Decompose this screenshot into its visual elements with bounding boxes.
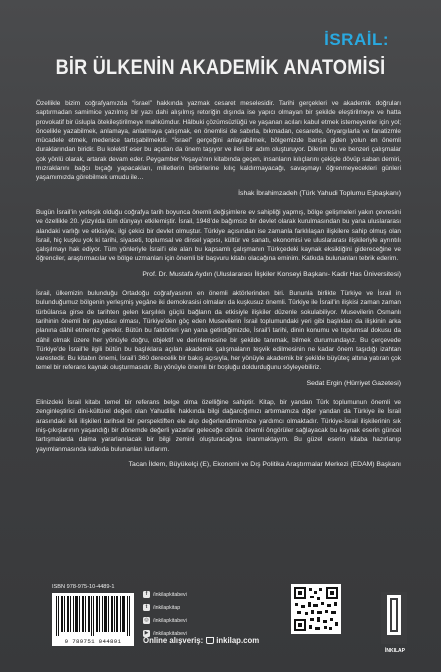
social-link[interactable] [143,601,187,614]
social-handle: /inkilapkitabevi [153,591,187,598]
social-handle: /inkilapkitabevi [153,617,187,624]
blurb-text: Özellikle bizim coğrafyamızda “İsrael” hakkında yazmak cesaret meselesidir. Tarihi gerçekleri ve akademik doğruları saptırmadan samimice yazılmış bir yazı dahi alışılmış retoriğin dışında ise yapıcı olmayan bir şekilde eleştirilmeye ve hatta provokatif bir üslupla ötekileştirilmeye mahkûmdur. Hâlbuki çözümsüzlüğü ve yaşanan acıları kabul etmek istemeyenler için yol; öncelikle yazabilmek, anlamaya, anlatmaya çalışmak, en önemlisi de sabırla, bıkmadan, cesaretle, önyargılarla ve fanatizmle mücadele etmek, medenice tartışabilmektir. “İsrael” gerçeğini anlayabilmek, bölgemizde barışa giden yolun en önemli duraklarından biridir. Bu kolektif eser bu açıdan da önem taşıyor ve ileri bir adım oluşturuyor. Dilerim bu ve benzeri çalışmalar çok yönlü olarak, artarak devam eder. Peygamber Yeşaya’nın kitabında geçen, insanların kılıçlarını çekiçle dövüp saban demiri, mızraklarını bağcı bıçağı yapacakları, milletlerin birbirlerine kılıç kaldırmayacağı, savaşmayı öğrenmeyecekleri günleri yaşamımızda görebilmek umudu ile… [36,100,401,182]
blurb-text: İsrail, ülkemizin bulunduğu Ortadoğu coğrafyasının en önemli aktörlerinden biri. Bununla birlikte Türkiye ve İsrail in bulunduğumuz bölgenin yerleşmiş yegâne iki demokrasisi olmaları da kuşkusuz önemli. Türkiye ile İsrail’in ilişkisi zaman zaman türbülansa girse de tarihten gelen karşılıklı güçlü bağların da etkisiyle ilişkiler düzenle sokulabiliyor. Musevilerin Osmanlı tarihinin önemli bir payıdası olması, Türkiye’den göç eden Musevilerin İsrail toplumundaki yeri gibi başlıkları da ilişkinin arka planına dâhil etmemiz gerekir. Bütün bu faktörleri yan yana getirdiğimizde, İsrail’i tarihi, dinin konumu ve toplumsal dokusu da dâhil olmak üzere her yönüyle doğru, objektif ve derinlemesine bir şekilde tanımak, bilmek durumundayız. Bu çerçevede Türkiye’de İsrail’le ilgili bütün bu başlıklara açılan akademik çalışmaların teşvik edilmesinin ne kadar önem taşıdığı izahtan varestedir. Bu kitabın önemi, İsrail’i 360 derecelik bir bakış açısıyla, her yönüyle akademik bir şekilde büyüteç altına yatıran çok temel bir referans kaynak oluşturmasıdır. Bu yönüyle önemli bir boşluğu doldurduğunu söyleyebiliriz. [36,290,401,372]
barcode-number: 9 789751 044891 [52,637,134,646]
publisher-logo-mark [381,592,407,644]
social-handle: /inkilapkitabevi [153,630,187,637]
blurb-author: Tacan İldem, Büyükelçi (E), Ekonomi ve Dış Politika Araştırmalar Merkezi (EDAM) Başkanı [128,460,401,468]
publisher-logo-text: İNKILAP [385,648,405,654]
social-handle: /inkilapkitap [153,604,181,611]
cart-icon [206,637,214,644]
youtube-icon: ▶ [144,630,149,636]
facebook-icon: f [143,591,150,598]
online-site-link[interactable]: inkilap.com [216,636,260,645]
blurb-author: Prof. Dr. Mustafa Aydın (Uluslararası İlişkiler Konseyi Başkanı- Kadir Has Üniversitesi) [142,270,401,278]
online-shopping [143,636,259,645]
blurb-author: Sedat Ergin (Hürriyet Gazetesi) [306,379,401,387]
social-link[interactable] [143,588,187,601]
barcode [52,593,134,637]
blurb-text: Bugün İsrail’in yerleşik olduğu coğrafya tarih boyunca önemli değişimlere ev sahipliği yapmış, bölge gelişmeleri yakın çevresini ve özellikle 20. yüzyılda tüm dünyayı etkilemiştir. İsrail, 1948’de bağımsız bir devlet olarak kurulmasından bu yana uluslararası alandaki varlığı ve etkisiyle, ilgi çekici bir devlet olmuştur. Türkiye açısından ise zamanla farklılaşan ilişkilere sahip olmuş olan İsrail, hiç kuşku yok ki tarihi, siyaseti, toplumsal ve dinsel yapısı, kültür ve sanatı, ekonomisi ve uluslararası ilişkileriyle ayrıntılı çalışılmayı hak ediyor. Tüm yönleriyle İsrail’i ele alan bu kapsamlı çalışmanın Türkçedeki kaynak eksikliğini gidereceğine ve öğrenciler, araştırmacılar ve bölge uzmanları için önemli bir başvuru kitabı olacağına eminim. Katkıda bulunanları tebrik ederim. [36,208,401,263]
cover-title: BİR ÜLKENİN AKADEMİK ANATOMİSİ [55,56,386,79]
online-label: Online alışveriş: [143,636,204,645]
social-link[interactable] [143,614,187,627]
cover-footer [36,584,416,664]
blurb-author: İshak İbrahimzadeh (Türk Yahudi Toplumu Eşbaşkanı) [238,189,401,197]
blurb-text: Elinizdeki İsrail kitabı temel bir referans belge olma özelliğine sahiptir. Kitap, bir yandan Türk toplumunun önemli ve zenginleştirici dini-kültürel değeri olan Yahudilik hakkında bilgi dağarcığımızı artırmamıza diğer yandan da Türkiye ile İsrail arasındaki ikili ilişkileri tarihsel bir perspektiften ele alıp değerlendirmemize yardımcı olmaktadır. Türkiye-İsrail ilişkilerinin sık iniş-çıkışlarının yaşandığı bir dönemde değerli yazarlar geleceğe dönük önemli öngörüler sağlayacak bu kaynak eserin güncel tartışmalarda daima yararlanılacak bir bilgi zemini oluşturacağına inanmaktayım. Bu güzel eserin kitaba hazırlanıp yayımlanmasında katkıda bulunanları kutlarım. [36,399,401,453]
twitter-icon: t [143,604,150,611]
social-links [143,588,187,640]
blurbs [36,99,401,479]
qr-code[interactable] [291,584,341,634]
publisher-logo [381,592,407,654]
isbn-label: ISBN 978-975-10-4489-1 [52,584,115,590]
cover-subtitle: İSRAİL: [324,30,389,49]
qr-code-pattern [291,584,341,634]
instagram-icon: ◎ [144,617,149,623]
barcode-bars [52,593,134,637]
